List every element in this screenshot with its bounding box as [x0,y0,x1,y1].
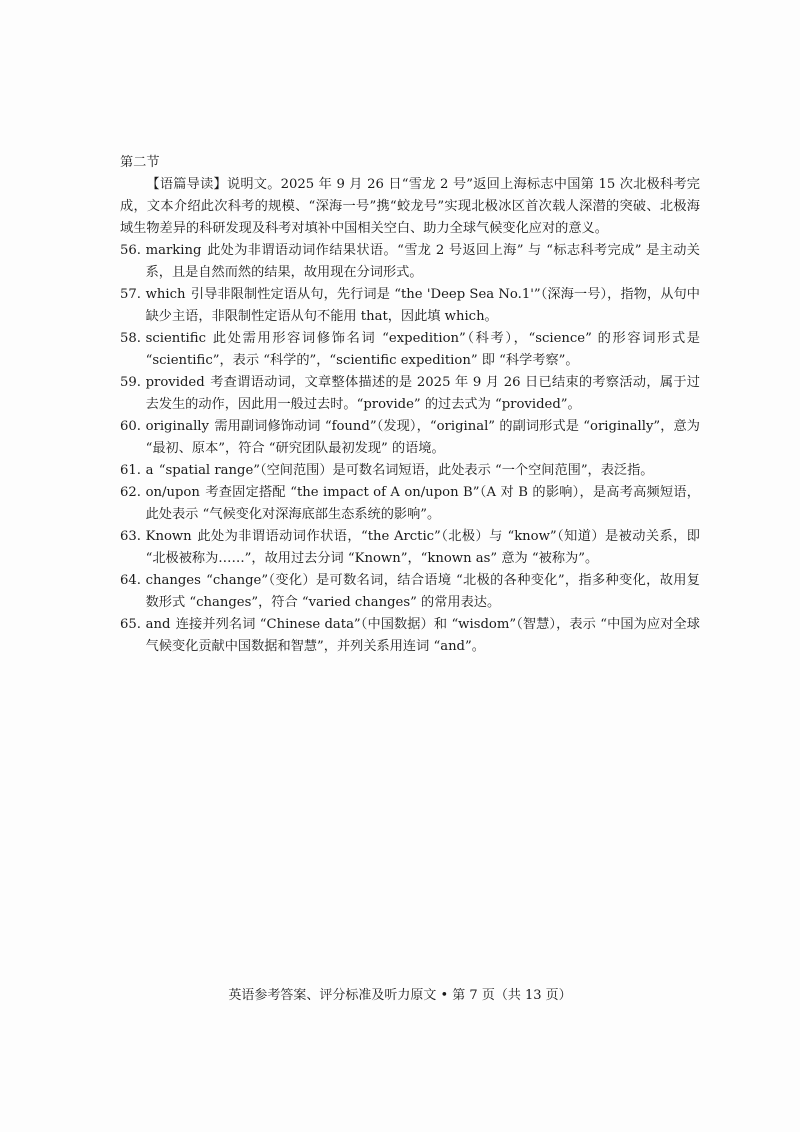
item-number: 62. [120,485,141,500]
item-number: 58. [120,331,141,346]
item-answer: on/upon [145,485,200,500]
item-number: 64. [120,573,141,588]
item-answer: scientific [145,331,206,346]
item-explanation: 考查谓语动词，文章整体描述的是 2025 年 9 月 26 日已结束的考察活动，属于过去发生的动作，因此用一般过去时。“provide” 的过去式为 “provided”。 [145,375,700,412]
answer-item [120,526,700,570]
item-answer: Known [145,529,192,544]
item-explanation: 此处需用形容词修饰名词 “expedition”（科考），“science” 的形容词形式是 “scientific”，表示 “科学的”，“scientific expedition” 即 “科学考察”。 [145,331,700,368]
item-number: 60. [120,419,141,434]
answer-item [120,482,700,526]
answer-item [120,284,700,328]
item-body [146,416,700,460]
item-body [146,482,700,526]
answer-list [120,240,700,658]
item-answer: provided [145,375,205,390]
item-number: 63. [120,529,141,544]
item-body [146,570,700,614]
item-body [146,284,700,328]
item-answer: which [145,287,186,302]
item-explanation: 连接并列名词 “Chinese data”（中国数据）和 “wisdom”（智慧），表示 “中国为应对全球气候变化贡献中国数据和智慧”，并列关系用连词 “and”。 [145,617,700,654]
item-answer: changes [145,573,201,588]
passage-guide [120,174,700,240]
item-explanation: 引导非限制性定语从句，先行词是 “the 'Deep Sea No.1'”（深海一号），指物，从句中缺少主语，非限制性定语从句不能用 that，因此填 which。 [145,287,700,324]
page-footer: 英语参考答案、评分标准及听力原文 • 第 7 页（共 13 页） [228,988,572,1003]
item-body [146,526,700,570]
item-explanation: 考查固定搭配 “the impact of A on/upon B”（A 对 B 的影响），是高考高频短语，此处表示 “气候变化对深海底部生态系统的影响”。 [145,485,700,522]
item-number: 59. [120,375,141,390]
item-body [146,240,700,284]
answer-item [120,460,700,482]
item-explanation: “spatial range”（空间范围）是可数名词短语，此处表示 “一个空间范围”，表泛指。 [158,463,654,478]
item-number: 57. [120,287,141,302]
item-number: 61. [120,463,141,478]
item-explanation: 需用副词修饰动词 “found”（发现），“original” 的副词形式是 “originally”，意为 “最初、原本”，符合 “研究团队最初发现” 的语境。 [145,419,700,456]
item-number: 65. [120,617,141,632]
answer-item [120,416,700,460]
item-body [146,614,700,658]
passage-guide-tag: 【语篇导读】 [146,177,227,192]
item-explanation: 此处为非谓语动词作结果状语。“雪龙 2 号返回上海” 与 “标志科考完成” 是主动关系，且是自然而然的结果，故用现在分词形式。 [145,243,700,280]
answer-item [120,240,700,284]
item-body [146,460,700,482]
item-body [146,372,700,416]
item-answer: marking [145,243,202,258]
answer-item [120,328,700,372]
answer-item [120,372,700,416]
item-explanation: 此处为非谓语动词作状语，“the Arctic”（北极）与 “know”（知道）是被动关系，即 “北极被称为……”，故用过去分词 “Known”，“known as” 意为 “被称为”。 [145,529,700,566]
item-answer: and [145,617,171,632]
item-number: 56. [120,243,141,258]
section-title: 第二节 [120,155,160,170]
answer-item [120,570,700,614]
item-explanation: “change”（变化）是可数名词，结合语境 “北极的各种变化”，指多种变化，故用复数形式 “changes”，符合 “varied changes” 的常用表达。 [145,573,700,610]
item-answer: a [145,463,154,478]
item-answer: originally [145,419,209,434]
answer-section [120,152,700,658]
passage-guide-text: 说明文。2025 年 9 月 26 日“雪龙 2 号”返回上海标志中国第 15 次北极科考完成，文本介绍此次科考的规模、“深海一号”携“蛟龙号”实现北极冰区首次载人深潜的突破、北极海域生物差异的科研发现及科考对填补中国相关空白、助力全球气候变化应对的意义。 [120,177,700,236]
answer-item [120,614,700,658]
item-body [146,328,700,372]
